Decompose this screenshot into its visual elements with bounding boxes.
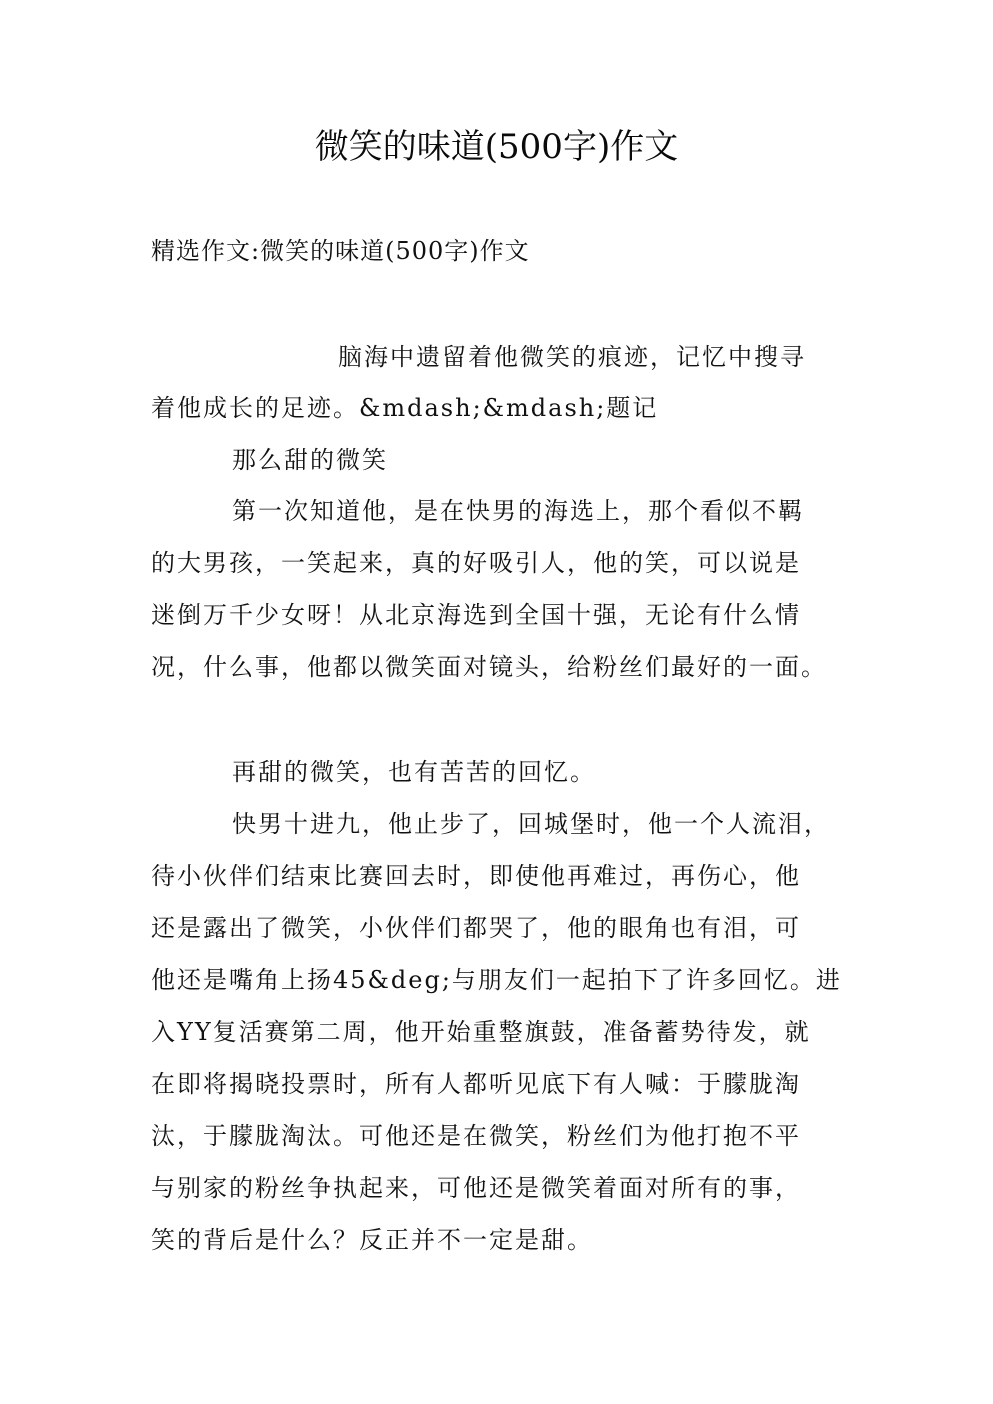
paragraph-line: 迷倒万千少女呀！从北京海选到全国十强，无论有什么情 <box>151 601 801 629</box>
paragraph-line: 那么甜的微笑 <box>232 446 388 474</box>
paragraph-line: 再甜的微笑，也有苦苦的回忆。 <box>232 758 596 786</box>
paragraph-line: 况，什么事，他都以微笑面对镜头，给粉丝们最好的一面。 <box>151 653 827 681</box>
paragraph-line: 入YY复活赛第二周，他开始重整旗鼓，准备蓄势待发，就 <box>151 1018 811 1046</box>
paragraph-line: 还是露出了微笑，小伙伴们都哭了，他的眼角也有泪，可 <box>151 914 801 942</box>
paragraph-line: 在即将揭晓投票时，所有人都听见底下有人喊：于朦胧淘 <box>151 1070 801 1098</box>
paragraph-line: 脑海中遗留着他微笑的痕迹，记忆中搜寻 <box>338 343 806 371</box>
paragraph-line: 待小伙伴们结束比赛回去时，即使他再难过，再伤心，他 <box>151 862 801 890</box>
paragraph-line: 的大男孩，一笑起来，真的好吸引人，他的笑，可以说是 <box>151 549 801 577</box>
paragraph-line: 第一次知道他，是在快男的海选上，那个看似不羁 <box>232 497 804 525</box>
document-subtitle: 精选作文:微笑的味道(500字)作文 <box>151 237 530 265</box>
paragraph-line: 汰，于朦胧淘汰。可他还是在微笑，粉丝们为他打抱不平 <box>151 1122 801 1150</box>
document-title: 微笑的味道(500字)作文 <box>314 127 679 167</box>
paragraph-line: 着他成长的足迹。&mdash;&mdash;题记 <box>151 394 659 422</box>
paragraph-line: 与别家的粉丝争执起来，可他还是微笑着面对所有的事， <box>151 1174 801 1202</box>
paragraph-line: 他还是嘴角上扬45&deg;与朋友们一起拍下了许多回忆。进 <box>151 966 842 994</box>
paragraph-line: 快男十进九，他止步了，回城堡时，他一个人流泪， <box>232 810 830 838</box>
paragraph-line: 笑的背后是什么？反正并不一定是甜。 <box>151 1226 593 1254</box>
